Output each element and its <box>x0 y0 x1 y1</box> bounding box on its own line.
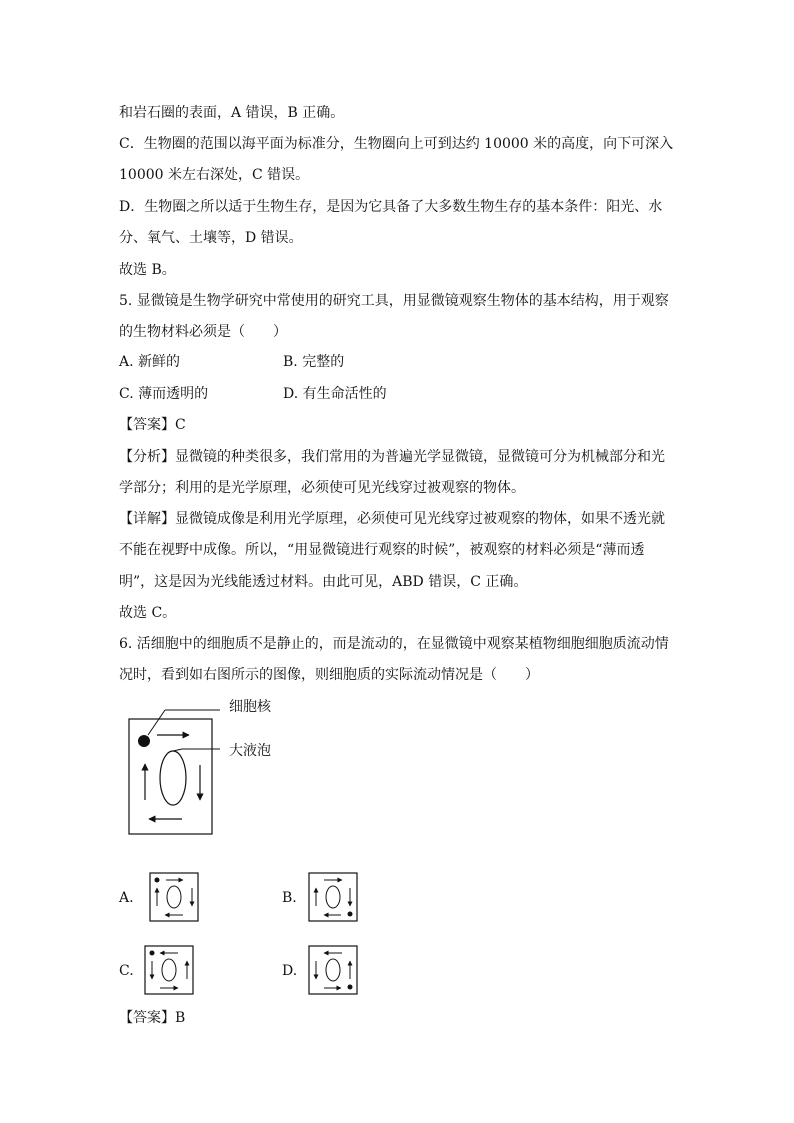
q6-option-c-label: C. <box>119 963 134 979</box>
q5-detail-1: 【详解】显微镜成像是利用光学原理，必须使可见光线穿过被观察的物体，如果不透光就 <box>119 511 665 527</box>
nucleus-leader <box>148 710 165 735</box>
q5-option-c: C. 薄而透明的 <box>119 386 209 402</box>
text-line-6: 故选 B。 <box>119 262 176 278</box>
q5-conclusion: 故选 C。 <box>119 605 177 621</box>
q6-option-a-label: A. <box>119 890 134 906</box>
q5-option-b: B. 完整的 <box>283 354 345 370</box>
q5-option-a: A. 新鲜的 <box>119 354 181 370</box>
q6-option-d-figure <box>308 945 358 995</box>
question-6-stem-1: 6. 活细胞中的细胞质不是静止的，而是流动的，在显微镜中观察某植物细胞细胞质流动情 <box>119 636 669 652</box>
q5-analysis-2: 学部分；利用的是光学原理，必须使可见光线穿过被观察的物体。 <box>119 480 525 496</box>
text-line-2: C．生物圈的范围以海平面为标准分，生物圈向上可到达约 10000 米的高度，向下可深入 <box>119 136 674 152</box>
vacuole-ellipse <box>160 751 186 805</box>
question-5-stem-1: 5. 显微镜是生物学研究中常使用的研究工具，用显微镜观察生物体的基本结构，用于观察 <box>119 293 669 309</box>
q6-answer: 【答案】B <box>119 1010 186 1026</box>
nucleus-label: 细胞核 <box>229 699 271 715</box>
q5-analysis-1: 【分析】显微镜的种类很多，我们常用的为普遍光学显微镜，显微镜可分为机械部分和光 <box>119 449 665 465</box>
q6-option-b-label: B. <box>282 890 297 906</box>
q6-option-b-figure <box>308 872 358 922</box>
cell-flow-figure <box>120 690 320 850</box>
text-line-1: 和岩石圈的表面，A 错误，B 正确。 <box>119 105 345 121</box>
text-line-3: 10000 米左右深处，C 错误。 <box>119 167 310 183</box>
q5-detail-2: 不能在视野中成像。所以，“用显微镜进行观察的时候”，被观察的材料必须是“薄而透 <box>119 542 645 558</box>
q5-answer: 【答案】C <box>119 417 186 433</box>
question-6-stem-2: 况时，看到如右图所示的图像，则细胞质的实际流动情况是（ ） <box>119 667 539 683</box>
q5-detail-3: 明”，这是因为光线能透过材料。由此可见，ABD 错误，C 正确。 <box>119 574 528 590</box>
question-5-stem-2: 的生物材料必须是（ ） <box>119 324 287 340</box>
q6-option-a-figure <box>149 872 199 922</box>
nucleus-dot <box>138 735 150 747</box>
q6-option-d-label: D. <box>282 963 298 979</box>
vacuole-label: 大液泡 <box>229 743 271 759</box>
q5-option-d: D. 有生命活性的 <box>283 386 387 402</box>
q6-option-c-figure <box>144 945 194 995</box>
vacuole-leader <box>173 749 182 751</box>
text-line-5: 分、氧气、土壤等，D 错误。 <box>119 230 303 246</box>
text-line-4: D．生物圈之所以适于生物生存，是因为它具备了大多数生物生存的基本条件：阳光、水 <box>119 199 663 215</box>
